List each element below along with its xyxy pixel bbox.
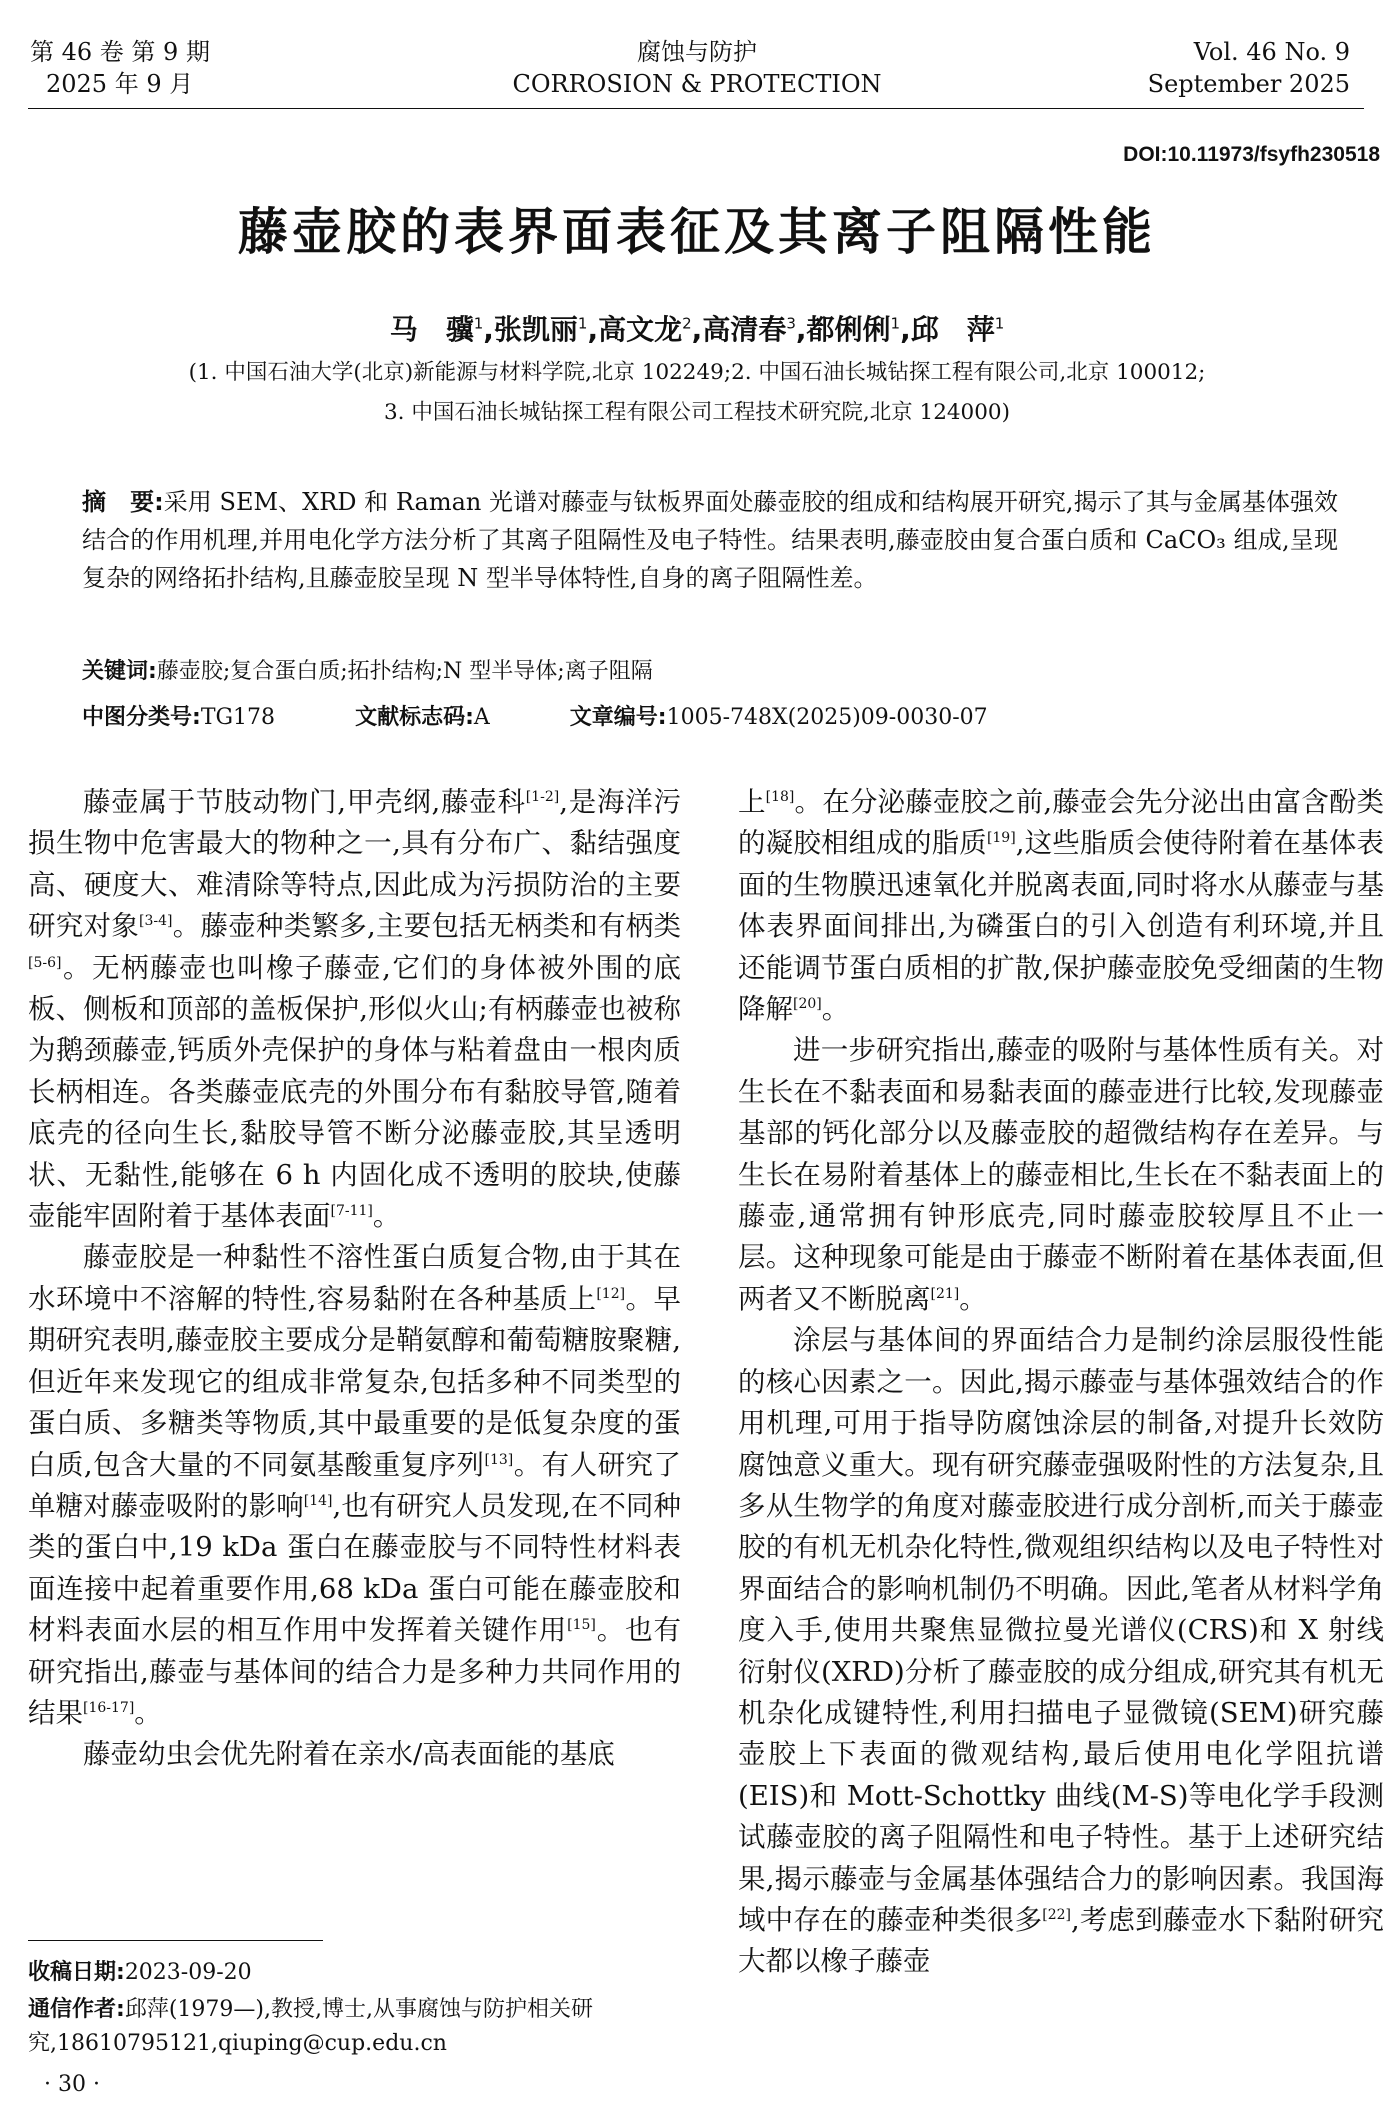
received-value: 2023-09-20	[124, 1960, 252, 1985]
journal-volume-info	[30, 36, 210, 100]
clc-label: 中图分类号:	[82, 705, 201, 730]
publication-date-en: September 2025	[1147, 70, 1350, 98]
affiliation-line-2: 3. 中国石油长城钻探工程有限公司工程技术研究院,北京 124000)	[384, 400, 1010, 425]
citation[interactable]: [15]	[567, 1616, 596, 1633]
citation[interactable]: [14]	[303, 1492, 333, 1509]
corresponding-label: 通信作者:	[28, 1997, 125, 2022]
author: 高文龙	[598, 313, 683, 346]
author: 高清春	[702, 313, 787, 346]
author-affiliation: 1	[890, 314, 901, 333]
paragraph: 进一步研究指出,藤壶的吸附与基体性质有关。对生长在不黏表面和易黏表面的藤壶进行比较,发现藤壶基部的钙化部分以及藤壶胶的超微结构存在差异。与生长在易附着基体上的藤壶相比,生长在不黏表面上的藤壶,通常拥有钟形底壳,同时藤壶胶较厚且不止一层。这种现象可能是由于藤壶不断附着在基体表面,但两者又不断脱离[21]。	[738, 1034, 1384, 1315]
classification-line	[82, 703, 988, 733]
footnote-divider	[28, 1940, 323, 1941]
corresponding-author	[28, 1993, 688, 2061]
author-affiliation: 1	[473, 314, 484, 333]
citation[interactable]: [19]	[986, 830, 1016, 847]
author: 马 骥	[389, 313, 474, 346]
doc-code-value: A	[473, 705, 490, 730]
volume-issue: 第 46 卷 第 9 期	[30, 38, 210, 66]
page-number: · 30 ·	[44, 2072, 100, 2097]
author-affiliation: 2	[682, 314, 692, 333]
paper-title: 藤壶胶的表界面表征及其离子阻隔性能	[238, 203, 1156, 261]
keywords-label: 关键词:	[82, 659, 157, 684]
doi[interactable]: DOI:10.11973/fsyfh230518	[1123, 143, 1380, 166]
paragraph: 藤壶属于节肢动物门,甲壳纲,藤壶科[1-2],是海洋污损生物中危害最大的物种之一,具有分布广、黏结强度高、硬度大、难清除等特点,因此成为污损防治的主要研究对象[3-4]。藤壶种类繁多,主要包括无柄类和有柄类[5-6]。无柄藤壶也叫橡子藤壶,它们的身体被外围的底板、侧板和顶部的盖板保护,形似火山;有柄藤壶也被称为鹅颈藤壶,钙质外壳保护的身体与粘着盘由一根肉质长柄相连。各类藤壶底壳的外围分布有黏胶导管,随着底壳的径向生长,黏胶导管不断分泌藤壶胶,其呈透明状、无黏性,能够在 6 h 内固化成不透明的胶块,使藤壶能牢固附着于基体表面[7-11]。	[28, 786, 682, 1233]
citation[interactable]: [12]	[596, 1285, 626, 1302]
paragraph: 涂层与基体间的界面结合力是制约涂层服役性能的核心因素之一。因此,揭示藤壶与基体强效结合的作用机理,可用于指导防腐蚀涂层的制备,对提升长效防腐蚀意义重大。现有研究藤壶强吸附性的方法复杂,且多从生物学的角度对藤壶胶进行成分剖析,而关于藤壶胶的有机无机杂化特性,微观组织结构以及电子特性对界面结合的影响机制仍不明确。因此,笔者从材料学角度入手,使用共聚焦显微拉曼光谱仪(CRS)和 X 射线衍射仪(XRD)分析了藤壶胶的成分组成,研究其有机无机杂化成键特性,利用扫描电子显微镜(SEM)研究藤壶胶上下表面的微观结构,最后使用电化学阻抗谱(EIS)和 Mott-Schottky 曲线(M-S)等电化学手段测试藤壶胶的离子阻隔性和电子特性。基于上述研究结果,揭示藤壶与金属基体强结合力的影响因素。我国海域中存在的藤壶种类很多[22],考虑到藤壶水下黏附研究大都以橡子藤壶	[738, 1324, 1384, 1978]
abstract-label: 摘 要:	[82, 488, 164, 516]
author: 张凯丽	[493, 313, 578, 346]
body-column-right	[738, 782, 1384, 1983]
doc-code-label: 文献标志码:	[355, 705, 474, 730]
journal-volume-info-en	[1148, 36, 1350, 100]
citation[interactable]: [22]	[1042, 1906, 1071, 1923]
citation[interactable]: [18]	[765, 788, 795, 805]
body-column-left	[28, 782, 681, 1776]
author: 邱 萍	[910, 313, 995, 346]
citation[interactable]: [7-11]	[330, 1202, 373, 1219]
citation[interactable]: [1-2]	[525, 788, 560, 805]
volume-issue-en: Vol. 46 No. 9	[1193, 38, 1350, 66]
citation[interactable]: [20]	[793, 995, 822, 1012]
citation[interactable]: [21]	[930, 1285, 960, 1302]
article-number-value: 1005-748X(2025)09-0030-07	[666, 705, 988, 730]
article-number-label: 文章编号:	[569, 705, 667, 730]
author-affiliation: 1	[994, 314, 1005, 333]
author-list: 马 骥$^1$,张凯丽$^1$,高文龙$^2$,高清春$^3$,都俐俐$^1$,邱 萍$^1$	[389, 313, 1005, 346]
journal-name-cn: 腐蚀与防护	[637, 38, 757, 66]
received-label: 收稿日期:	[28, 1960, 125, 1985]
citation[interactable]: [16-17]	[83, 1699, 135, 1716]
publication-date: 2025 年 9 月	[46, 70, 194, 98]
corresponding-value: 邱萍(1979—),教授,博士,从事腐蚀与防护相关研究,18610795121,qiuping@cup.edu.cn	[28, 1997, 593, 2056]
citation[interactable]: [13]	[484, 1451, 514, 1468]
citation[interactable]: [5-6]	[28, 954, 62, 971]
abstract	[82, 483, 1338, 597]
paragraph: 藤壶幼虫会优先附着在亲水/高表面能的基底	[83, 1738, 615, 1771]
author-affiliation: 1	[577, 314, 588, 333]
clc-value: TG178	[200, 705, 276, 730]
journal-name	[420, 36, 974, 100]
affiliation-line-1: (1. 中国石油大学(北京)新能源与材料学院,北京 102249;2. 中国石油长城钻探工程有限公司,北京 100012;	[188, 360, 1206, 385]
keywords	[82, 657, 1338, 687]
keywords-text: 藤壶胶;复合蛋白质;拓扑结构;N 型半导体;离子阻隔	[156, 659, 653, 684]
paragraph: 藤壶胶是一种黏性不溶性蛋白质复合物,由于其在水环境中不溶解的特性,容易黏附在各种基质上[12]。早期研究表明,藤壶胶主要成分是鞘氨醇和葡萄糖胺聚糖,但近年来发现它的组成非常复杂,包括多种不同类型的蛋白质、多糖类等物质,其中最重要的是低复杂度的蛋白质,包含大量的不同氨基酸重复序列[13]。有人研究了单糖对藤壶吸附的影响[14],也有研究人员发现,在不同种类的蛋白中,19 kDa 蛋白在藤壶胶与不同特性材料表面连接中起着重要作用,68 kDa 蛋白可能在藤壶胶和材料表面水层的相互作用中发挥着关键作用[15]。也有研究指出,藤壶与基体间的结合力是多种力共同作用的结果[16-17]。	[28, 1241, 682, 1729]
received-date	[28, 1956, 688, 1990]
author: 都俐俐	[806, 313, 891, 346]
journal-name-en: CORROSION & PROTECTION	[512, 70, 882, 98]
author-affiliation: 3	[786, 314, 796, 333]
citation[interactable]: [3-4]	[139, 913, 173, 930]
header-divider	[28, 108, 1364, 109]
paragraph: 上[18]。在分泌藤壶胶之前,藤壶会先分泌出由富含酚类的凝胶相组成的脂质[19],这些脂质会使待附着在基体表面的生物膜迅速氧化并脱离表面,同时将水从藤壶与基体表界面间排出,为磷蛋白的引入创造有利环境,并且还能调节蛋白质相的扩散,保护藤壶胶免受细菌的生物降解[20]。	[738, 786, 1384, 1026]
abstract-text: 采用 SEM、XRD 和 Raman 光谱对藤壶与钛板界面处藤壶胶的组成和结构展开研究,揭示了其与金属基体强效结合的作用机理,并用电化学方法分析了其离子阻隔性及电子特性。结果表明,藤壶胶由复合蛋白质和 CaCO₃ 组成,呈现复杂的网络拓扑结构,且藤壶胶呈现 N 型半导体特性,自身的离子阻隔性差。	[82, 488, 1338, 592]
